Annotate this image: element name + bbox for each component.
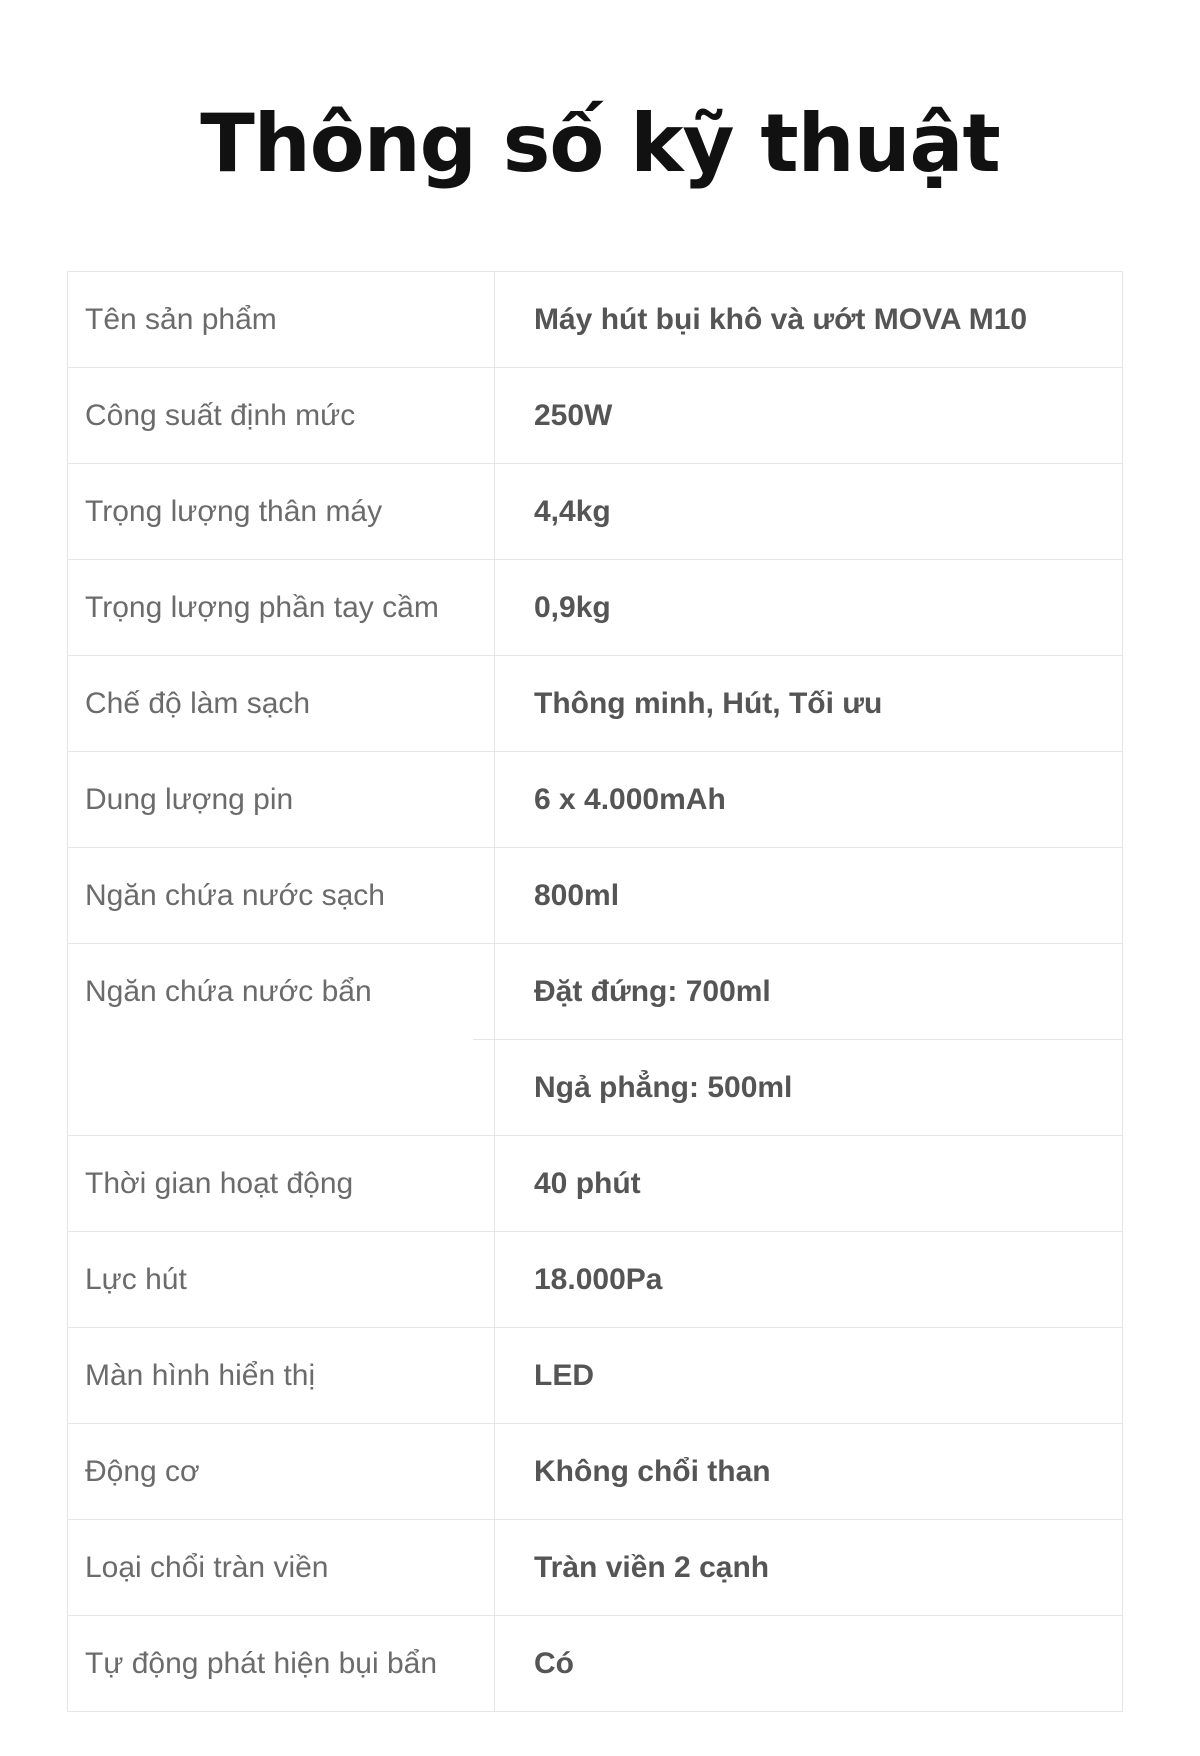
spec-value: 40 phút	[534, 1167, 641, 1200]
spec-value: 18.000Pa	[534, 1263, 663, 1296]
spec-value: Máy hút bụi khô và ướt MOVA M10	[534, 303, 1028, 336]
spec-row	[68, 847, 1122, 943]
spec-label: Trọng lượng phần tay cầm	[68, 560, 495, 655]
spec-row	[68, 367, 1122, 463]
spec-value: Thông minh, Hút, Tối ưu	[534, 687, 883, 720]
spec-value: 800ml	[534, 879, 620, 912]
spec-value: Tràn viền 2 cạnh	[534, 1551, 770, 1584]
spec-row	[68, 559, 1122, 655]
spec-row	[68, 1615, 1122, 1711]
spec-value: Ngả phẳng: 500ml	[473, 1039, 1122, 1134]
spec-label: Lực hút	[68, 1232, 495, 1327]
spec-values	[495, 272, 1122, 367]
spec-values	[495, 848, 1122, 943]
spec-label: Dung lượng pin	[68, 752, 495, 847]
spec-row	[68, 1135, 1122, 1231]
spec-values	[495, 1136, 1122, 1231]
page-title: Thông số kỹ thuật	[200, 97, 1000, 190]
spec-values	[495, 1616, 1122, 1711]
spec-value: LED	[534, 1359, 594, 1392]
spec-row	[68, 272, 1122, 367]
spec-row	[68, 1519, 1122, 1615]
spec-label: Động cơ	[68, 1424, 495, 1519]
spec-values	[495, 560, 1122, 655]
spec-label: Ngăn chứa nước bẩn	[68, 944, 495, 1135]
spec-value: 6 x 4.000mAh	[534, 783, 726, 816]
spec-value: Có	[534, 1647, 574, 1680]
spec-value: Không chổi than	[534, 1455, 771, 1488]
spec-label: Tên sản phẩm	[68, 272, 495, 367]
spec-row	[68, 751, 1122, 847]
spec-values	[495, 1328, 1122, 1423]
spec-value: 250W	[534, 399, 613, 432]
spec-row	[68, 943, 1122, 1135]
spec-row	[68, 1423, 1122, 1519]
spec-label: Chế độ làm sạch	[68, 656, 495, 751]
spec-values	[495, 944, 1122, 1135]
spec-values	[495, 656, 1122, 751]
spec-row	[68, 655, 1122, 751]
spec-label: Thời gian hoạt động	[68, 1136, 495, 1231]
spec-value: 0,9kg	[534, 591, 611, 624]
spec-label: Công suất định mức	[68, 368, 495, 463]
spec-value: Đặt đứng: 700ml	[534, 975, 771, 1008]
spec-row	[68, 463, 1122, 559]
spec-label: Loại chổi tràn viền	[68, 1520, 495, 1615]
spec-row	[68, 1327, 1122, 1423]
spec-values	[495, 752, 1122, 847]
spec-table	[67, 271, 1123, 1712]
spec-label: Ngăn chứa nước sạch	[68, 848, 495, 943]
spec-row	[68, 1231, 1122, 1327]
spec-label: Trọng lượng thân máy	[68, 464, 495, 559]
spec-label: Màn hình hiển thị	[68, 1328, 495, 1423]
spec-values	[495, 1520, 1122, 1615]
spec-value: 4,4kg	[534, 495, 611, 528]
spec-label: Tự động phát hiện bụi bẩn	[68, 1616, 495, 1711]
spec-values	[495, 368, 1122, 463]
spec-values	[495, 1424, 1122, 1519]
spec-values	[495, 1232, 1122, 1327]
spec-values	[495, 464, 1122, 559]
